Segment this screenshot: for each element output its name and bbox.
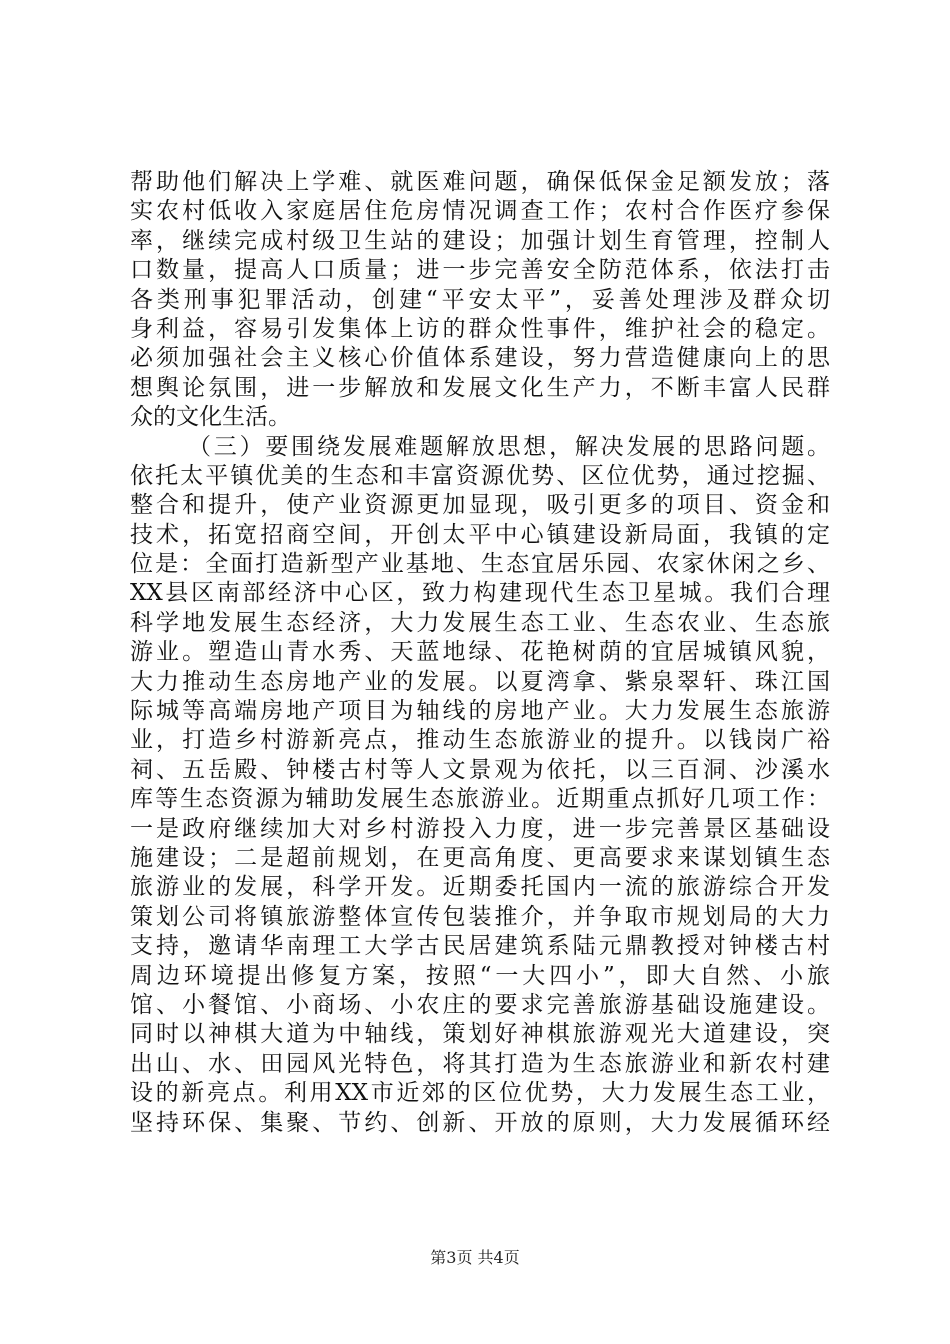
text-line: 馆、小餐馆、小商场、小农庄的要求完善旅游基础设施建设。 [130, 991, 830, 1018]
text-line: 祠、五岳殿、钟楼古村等人文景观为依托，以三百洞、沙溪水 [130, 756, 830, 783]
text-line: 各类刑事犯罪活动，创建“平安太平”，妥善处理涉及群众切 [130, 286, 830, 313]
text-line: 位是：全面打造新型产业基地、生态宜居乐园、农家休闲之乡、 [130, 551, 830, 578]
text-line: 设的新亮点。利用XX市近郊的区位优势，大力发展生态工业， [130, 1080, 830, 1107]
text-line: 技术，拓宽招商空间，开创太平中心镇建设新局面，我镇的定 [130, 521, 830, 548]
text-line: 想舆论氛围，进一步解放和发展文化生产力，不断丰富人民群 [130, 374, 830, 401]
text-line: XX县区南部经济中心区，致力构建现代生态卫星城。我们合理 [130, 580, 830, 607]
text-line: 际城等高端房地产项目为轴线的房地产业。大力发展生态旅游 [130, 698, 830, 725]
text-line: 帮助他们解决上学难、就医难问题，确保低保金足额发放；落 [130, 169, 830, 195]
text-line: 大力推动生态房地产业的发展。以夏湾拿、紫泉翠轩、珠江国 [130, 668, 830, 695]
text-line: 一是政府继续加大对乡村游投入力度，进一步完善景区基础设 [130, 815, 830, 842]
text-line: 众的文化生活。 [130, 404, 291, 431]
page-number-footer: 第3页 共4页 [430, 1248, 520, 1267]
text-line: 出山、水、田园风光特色，将其打造为生态旅游业和新农村建 [130, 1050, 830, 1077]
text-line: 策划公司将镇旅游整体宣传包装推介，并争取市规划局的大力 [130, 903, 830, 930]
text-line: 周边环境提出修复方案，按照“一大四小”，即大自然、小旅 [130, 962, 830, 989]
text-line: 必须加强社会主义核心价值体系建设，努力营造健康向上的思 [130, 345, 830, 372]
text-line: 同时以神棋大道为中轴线，策划好神棋旅游观光大道建设，突 [130, 1021, 830, 1048]
text-line: 业，打造乡村游新亮点，推动生态旅游业的提升。以钱岗广裕 [130, 727, 830, 754]
text-line: 施建设；二是超前规划，在更高角度、更高要求来谋划镇生态 [130, 844, 830, 871]
text-line: 游业。塑造山青水秀、天蓝地绿、花艳树荫的宜居城镇风貌， [130, 639, 830, 666]
text-line: 坚持环保、集聚、节约、创新、开放的原则，大力发展循环经 [130, 1109, 830, 1136]
text-line: 实农村低收入家庭居住危房情况调查工作；农村合作医疗参保 [130, 198, 830, 225]
text-line: 旅游业的发展，科学开发。近期委托国内一流的旅游综合开发 [130, 874, 830, 901]
section-heading-line: （三）要围绕发展难题解放思想，解决发展的思路问题。 [188, 433, 830, 460]
text-line: 依托太平镇优美的生态和丰富资源优势、区位优势，通过挖掘、 [130, 462, 830, 489]
text-line: 库等生态资源为辅助发展生态旅游业。近期重点抓好几项工作： [130, 786, 830, 813]
text-line: 身利益，容易引发集体上访的群众性事件，维护社会的稳定。 [130, 315, 830, 342]
text-line: 率，继续完成村级卫生站的建设；加强计划生育管理，控制人 [130, 227, 830, 254]
text-line: 支持，邀请华南理工大学古民居建筑系陆元鼎教授对钟楼古村 [130, 933, 830, 960]
text-line: 口数量，提高人口质量；进一步完善安全防范体系，依法打击 [130, 257, 830, 284]
text-line: 整合和提升，使产业资源更加显现，吸引更多的项目、资金和 [130, 492, 830, 519]
text-line: 科学地发展生态经济，大力发展生态工业、生态农业、生态旅 [130, 609, 830, 636]
body-text [130, 168, 830, 1138]
